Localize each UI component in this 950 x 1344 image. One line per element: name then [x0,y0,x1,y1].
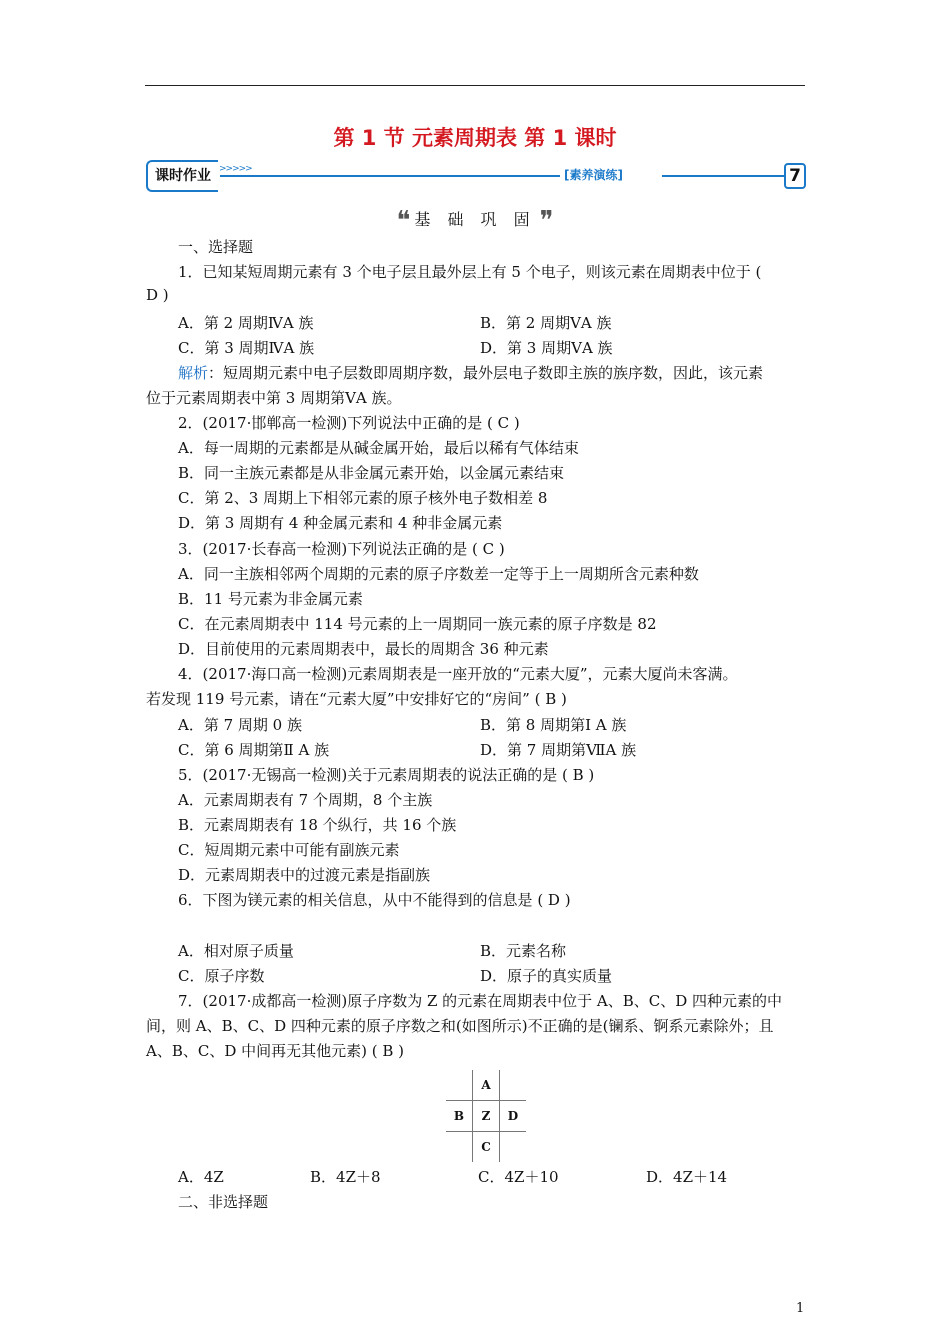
option-c: C．4Z＋10 [478,1168,559,1186]
banner-label: 课时作业 [146,160,218,192]
grid-cell-b: B [446,1101,473,1132]
grid-cell-a: A [473,1070,500,1101]
section-heading [0,206,950,236]
grid-cell [446,1132,473,1163]
option-a: A．4Z [178,1168,224,1186]
option-a: A．同一主族相邻两个周期的元素的原子序数差一定等于上一周期所含元素种数 [178,565,699,583]
option-a: A．每一周期的元素都是从碱金属开始，最后以稀有气体结束 [178,439,579,457]
homework-banner [146,160,806,190]
option-c: C．短周期元素中可能有副族元素 [178,841,400,859]
question-stem-cont: A、B、C、D 中间再无其他元素) ( B ) [146,1042,405,1060]
part-heading: 一、选择题 [178,238,254,256]
option-a: A．第 7 周期 0 族 [178,716,302,734]
grid-cell [446,1070,473,1101]
option-a: A．第 2 周期ⅣA 族 [178,314,314,332]
option-d: D．原子的真实质量 [480,967,613,985]
option-c: C．第 2、3 周期上下相邻元素的原子核外电子数相差 8 [178,489,548,507]
part-heading: 二、非选择题 [178,1193,269,1211]
banner-number: 7 [784,163,806,189]
grid-cell-c: C [473,1132,500,1163]
option-b: B．第 8 周期第Ⅰ A 族 [480,716,627,734]
grid-cell-d: D [500,1101,527,1132]
question-stem-cont: 间，则 A、B、C、D 四种元素的原子序数之和(如图所示)不正确的是(镧系、锕系元素除外；且 [146,1017,774,1035]
close-quote-icon: ❞ [539,206,554,236]
banner-line-left [220,175,560,177]
question-stem: 1．已知某短周期元素有 3 个电子层且最外层上有 5 个电子，则该元素在周期表中位于 ( [178,263,762,281]
question-stem: 5．(2017·无锡高一检测)关于元素周期表的说法正确的是 ( B ) [178,766,595,784]
open-quote-icon: ❝ [396,206,411,236]
option-b: B．元素名称 [480,942,567,960]
banner-subtitle: [素养演练] [564,168,623,182]
option-d: D．4Z＋14 [646,1168,728,1186]
question-stem: 3．(2017·长春高一检测)下列说法正确的是 ( C ) [178,540,505,558]
option-a: A．元素周期表有 7 个周期，8 个主族 [178,791,433,809]
option-d: D．第 7 周期第ⅦA 族 [480,741,637,759]
banner-line-right [662,175,784,177]
option-d: D．元素周期表中的过渡元素是指副族 [178,866,431,884]
explanation [178,362,763,383]
option-d: D．第 3 周期有 4 种金属元素和 4 种非金属元素 [178,514,503,532]
question-stem-cont: D ) [146,286,169,304]
question-stem: 7．(2017·成都高一检测)原子序数为 Z 的元素在周期表中位于 A、B、C、D 四种元素的中 [178,992,783,1010]
grid-cell-z: Z [473,1101,500,1132]
grid-cell [500,1070,527,1101]
option-c: C．第 3 周期ⅣA 族 [178,339,315,357]
explanation-cont: 位于元素周期表中第 3 周期第ⅤA 族。 [146,389,402,407]
option-b: B．第 2 周期ⅤA 族 [480,314,612,332]
option-a: A．相对原子质量 [178,942,294,960]
section-title: 基 础 巩 固 [414,210,536,229]
explanation-label: 解析 [178,364,209,382]
option-c: C．原子序数 [178,967,265,985]
option-d: D．目前使用的元素周期表中，最长的周期含 36 种元素 [178,640,549,658]
question-stem: 2．(2017·邯郸高一检测)下列说法中正确的是 ( C ) [178,414,520,432]
option-b: B．同一主族元素都是从非金属元素开始，以金属元素结束 [178,464,565,482]
banner-arrows: >>>>> [219,164,252,174]
option-c: C．第 6 周期第Ⅱ A 族 [178,741,330,759]
element-position-grid [446,1070,526,1162]
explanation-text: ：短周期元素中电子层数即周期序数，最外层电子数即主族的族序数，因此，该元素 [208,364,764,382]
option-c: C．在元素周期表中 114 号元素的上一周期同一族元素的原子序数是 82 [178,615,657,633]
grid-cell [500,1132,527,1163]
question-stem: 4．(2017·海口高一检测)元素周期表是一座开放的“元素大厦”，元素大厦尚未客满。 [178,665,738,683]
question-stem: 6．下图为镁元素的相关信息，从中不能得到的信息是 ( D ) [178,891,571,909]
header-rule [145,85,805,86]
question-stem-cont: 若发现 119 号元素，请在“元素大厦”中安排好它的“房间” ( B ) [146,690,567,708]
page-number: 1 [796,1301,805,1316]
option-b: B．11 号元素为非金属元素 [178,590,363,608]
option-d: D．第 3 周期ⅤA 族 [480,339,613,357]
option-b: B．4Z＋8 [310,1168,381,1186]
page-title: 第 1 节 元素周期表 第 1 课时 [333,126,617,150]
option-b: B．元素周期表有 18 个纵行，共 16 个族 [178,816,457,834]
